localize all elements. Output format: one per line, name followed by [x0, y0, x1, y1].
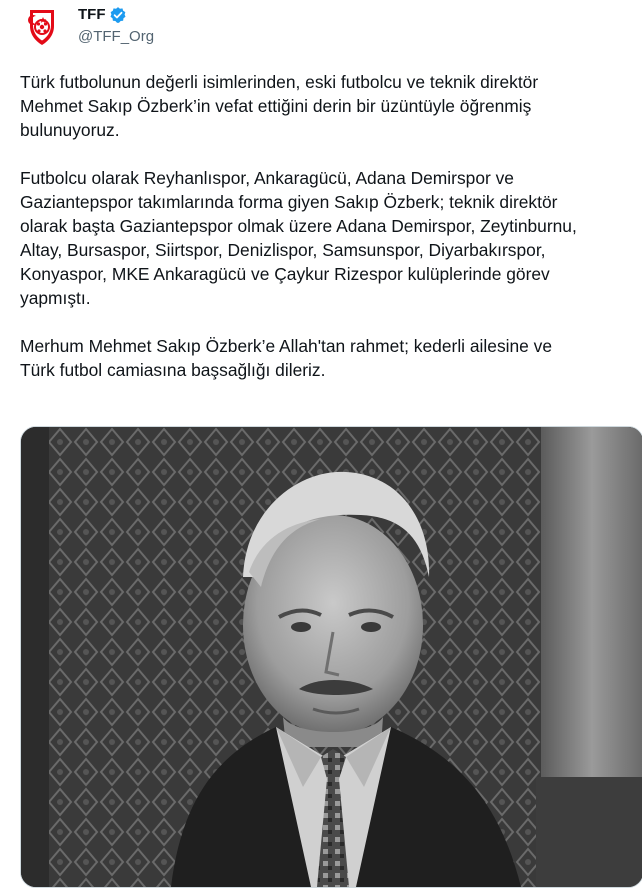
tweet-photo[interactable] [20, 426, 642, 888]
avatar[interactable] [20, 4, 64, 48]
tweet-paragraph: Merhum Mehmet Sakıp Özberk’e Allah'tan rahmet; kederli ailesine ve Türk futbol camiasına başsağlığı dileriz. [20, 336, 553, 380]
account-handle[interactable]: @TFF_Org [78, 28, 155, 45]
tweet-paragraph: Futbolcu olarak Reyhanlıspor, Ankaragücü, Adana Demirspor ve Gaziantepspor takımlarında forma giyen Sakıp Özberk; teknik direktör olarak başta Gaziantepspor olmak üzere Adana Demirspor, Zeytinburnu, Altay, Bursaspor, Siirtspor, Denizlispor, Samsunspor, Diyarbakırspor, Konyaspor, MKE Ankaragücü ve Çaykur Rizespor kulüplerinde görev yapmıştı. [20, 168, 577, 308]
tff-crest-icon [20, 4, 64, 48]
portrait-photo [21, 427, 642, 887]
display-name[interactable]: TFF [78, 6, 106, 23]
tweet-paragraph: Türk futbolunun değerli isimlerinden, eski futbolcu ve teknik direktör Mehmet Sakıp Özberk’in vefat ettiğini derin bir üzüntüyle öğrenmiş bulunuyoruz. [20, 72, 539, 140]
verified-badge-icon[interactable] [109, 6, 127, 24]
tweet-text [20, 70, 638, 382]
name-row [78, 5, 127, 25]
tweet-header [0, 0, 642, 60]
